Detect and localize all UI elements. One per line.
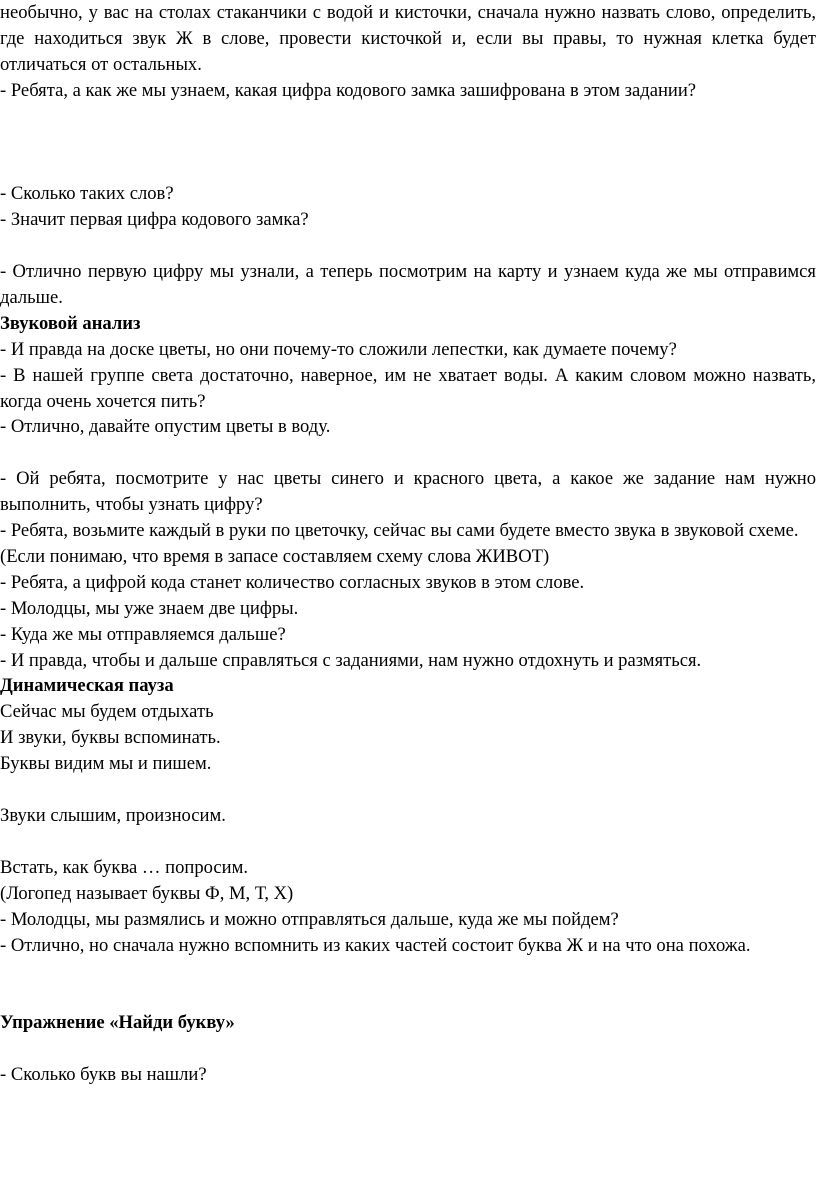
paragraph: - Ребята, а цифрой кода станет количество согласных звуков в этом слове. (0, 571, 585, 593)
paragraph: - Ребята, возьмите каждый в руки по цветочку, сейчас вы сами будете вместо звука в звуковой схеме. (0, 520, 799, 542)
blank-line (0, 1036, 816, 1062)
paragraph: - И правда, чтобы и дальше справляться с заданиями, нам нужно отдохнуть и размяться. (0, 649, 702, 671)
blank-line (0, 233, 816, 259)
paragraph: - Ребята, а как же мы узнаем, какая цифра кодового замка зашифрована в этом задании? (0, 79, 697, 101)
blank-line (0, 130, 816, 156)
section-heading: Динамическая пауза (0, 675, 174, 697)
blank-line (0, 958, 816, 984)
blank-line (0, 155, 816, 181)
paragraph: - И правда на доске цветы, но они почему-то сложили лепестки, как думаете почему? (0, 338, 677, 360)
poem-line: Буквы видим мы и пишем. (0, 753, 212, 775)
paragraph: - Значит первая цифра кодового замка? (0, 209, 309, 231)
paragraph: необычно, у вас на столах стаканчики с водой и кисточки, сначала нужно назвать слово, определить, где находиться звук Ж в слове, провести кисточкой и, если вы правы, то нужная клетка будет отличаться от остальных. (0, 2, 816, 75)
section-heading: Упражнение «Найди букву» (0, 1012, 235, 1034)
paragraph: - Отлично первую цифру мы узнали, а теперь посмотрим на карту и узнаем куда же мы отправимся дальше. (0, 261, 816, 308)
poem-line: И звуки, буквы вспоминать. (0, 727, 221, 749)
section-heading: Звуковой анализ (0, 312, 141, 334)
poem-line: Звуки слышим, произносим. (0, 805, 226, 826)
blank-line (0, 829, 816, 855)
paragraph: - Куда же мы отправляемся дальше? (0, 623, 286, 645)
paragraph: (Если понимаю, что время в запасе составляем схему слова ЖИВОТ) (0, 545, 550, 567)
poem-line: Сейчас мы будем отдыхать (0, 701, 214, 723)
poem-line: Встать, как буква … попросим. (0, 856, 249, 878)
paragraph: (Логопед называет буквы Ф, М, Т, Х) (0, 882, 294, 904)
blank-line (0, 440, 816, 466)
blank-line (0, 984, 816, 1010)
blank-line (0, 777, 816, 803)
paragraph: - Молодцы, мы уже знаем две цифры. (0, 597, 299, 619)
paragraph: - Отлично, давайте опустим цветы в воду. (0, 416, 331, 438)
paragraph: - Сколько букв вы нашли? (0, 1064, 207, 1085)
paragraph: - Сколько таких слов? (0, 183, 174, 205)
blank-line (0, 104, 816, 130)
paragraph: - В нашей группе света достаточно, наверное, им не хватает воды. А каким словом можно назвать, когда очень хочется пить? (0, 364, 816, 412)
paragraph: - Отлично, но сначала нужно вспомнить из каких частей состоит буква Ж и на что она похожа. (0, 934, 751, 956)
paragraph: - Молодцы, мы размялись и можно отправляться дальше, куда же мы пойдем? (0, 908, 619, 930)
paragraph: - Ой ребята, посмотрите у нас цветы синего и красного цвета, а какое же задание нам нужно выполнить, чтобы узнать цифру? (0, 468, 816, 516)
